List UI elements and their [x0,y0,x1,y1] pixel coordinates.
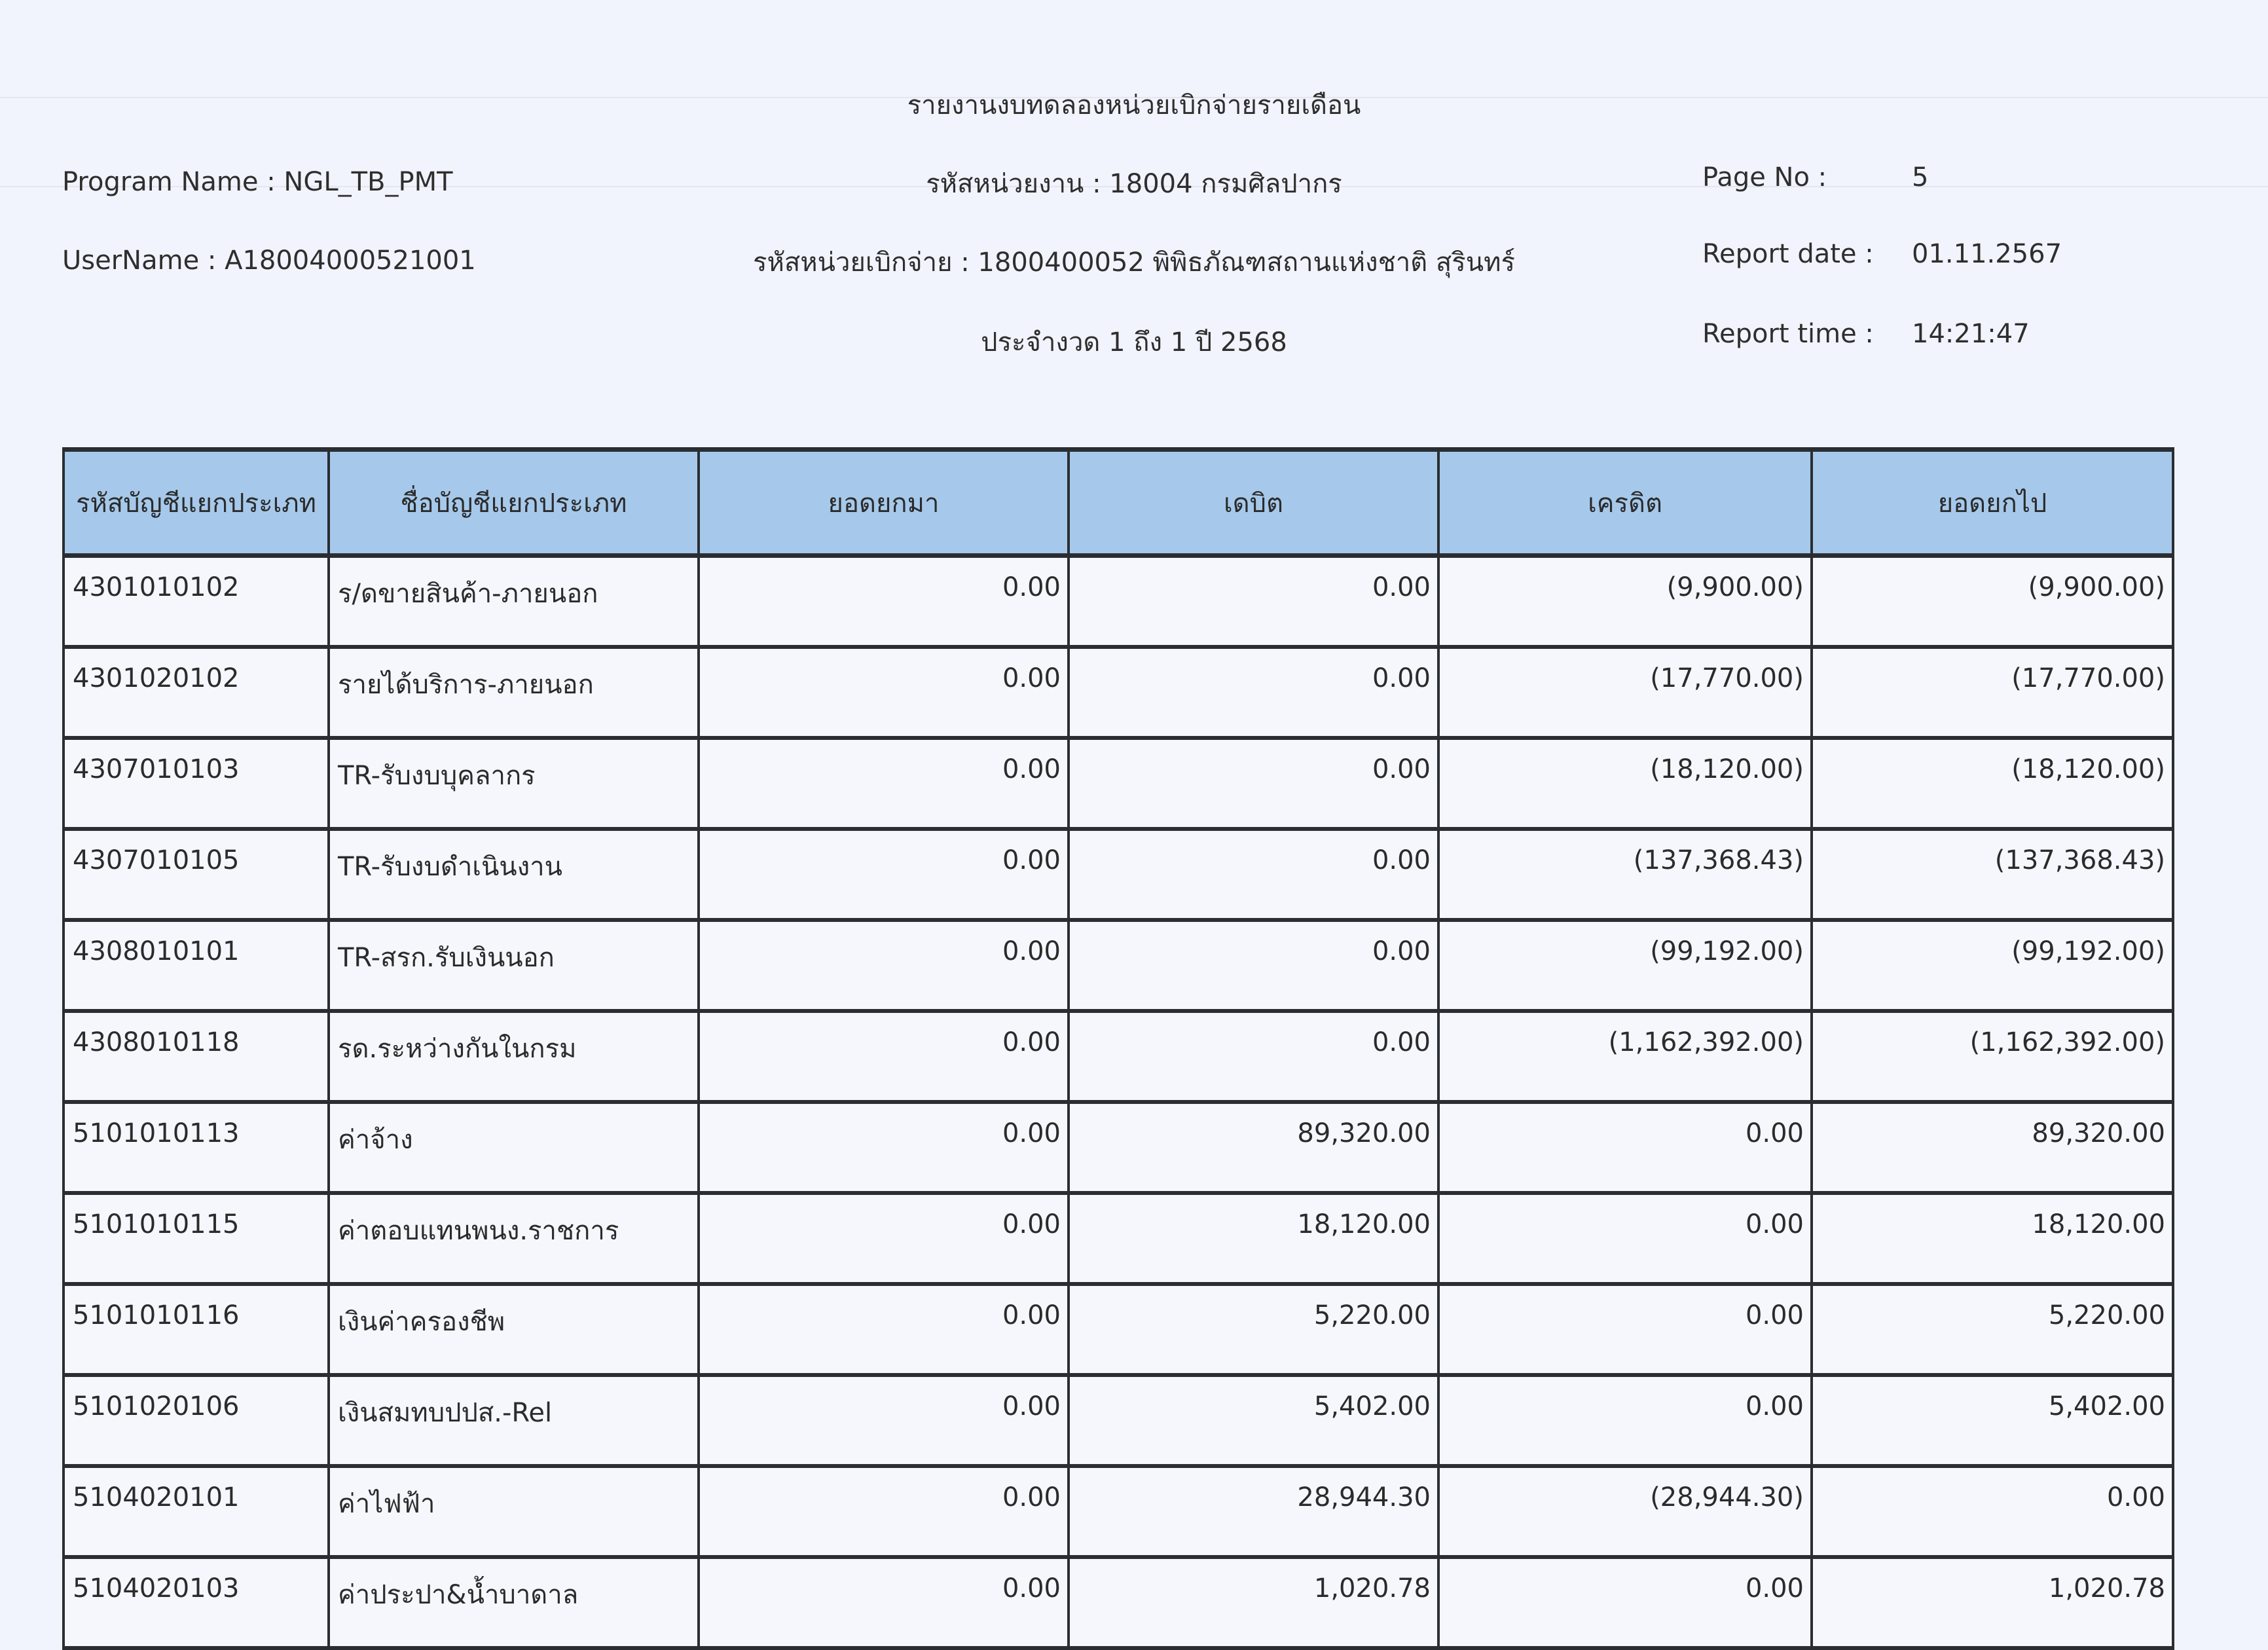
credit-cell: (17,770.00) [1438,647,1812,738]
account-name-cell: เงินค่าครองชีพ [329,1284,699,1375]
credit-cell: 0.00 [1438,1284,1812,1375]
opening-balance-cell: 0.00 [699,1193,1069,1284]
closing-balance-cell: (18,120.00) [1812,738,2173,829]
opening-balance-cell: 0.00 [699,1466,1069,1557]
account-name-cell: ค่าจ้าง [329,1102,699,1193]
opening-balance-cell: 0.00 [699,556,1069,648]
account-name-cell: รด.ระหว่างกันในกรม [329,1011,699,1102]
debit-cell: 0.00 [1069,556,1438,648]
closing-balance-cell: (9,900.00) [1812,556,2173,648]
opening-balance-cell: 0.00 [699,1284,1069,1375]
table-row [64,1193,2173,1284]
table-row [64,1557,2173,1648]
credit-cell: (99,192.00) [1438,920,1812,1011]
table-row [64,1284,2173,1375]
report-time-value: 14:21:47 [1912,319,2030,349]
closing-balance-cell: (1,162,392.00) [1812,1011,2173,1102]
opening-balance-cell: 0.00 [699,920,1069,1011]
account-code-cell: 4301010102 [64,556,329,648]
table-row [64,1375,2173,1466]
debit-cell: 0.00 [1069,829,1438,920]
debit-cell: 18,120.00 [1069,1193,1438,1284]
account-code-cell: 4308010101 [64,920,329,1011]
account-code-cell: 4307010105 [64,829,329,920]
closing-balance-cell: 0.00 [1812,1466,2173,1557]
account-name-cell: ค่าไฟฟ้า [329,1466,699,1557]
table-row [64,1011,2173,1102]
closing-balance-cell: 89,320.00 [1812,1102,2173,1193]
table-row [64,1102,2173,1193]
trial-balance-table [62,447,2174,1650]
user-name: UserName : A18004000521001 [62,246,476,276]
report-date-label: Report date : [1702,239,1874,269]
table-row [64,920,2173,1011]
account-name-cell: รายได้บริการ-ภายนอก [329,647,699,738]
account-code-cell: 4301020102 [64,647,329,738]
credit-cell: (137,368.43) [1438,829,1812,920]
opening-balance-cell: 0.00 [699,829,1069,920]
debit-cell: 0.00 [1069,738,1438,829]
account-code-cell: 5104020103 [64,1557,329,1648]
closing-balance-cell: (99,192.00) [1812,920,2173,1011]
page-no-label: Page No : [1702,162,1827,192]
debit-cell: 0.00 [1069,920,1438,1011]
credit-cell: (9,900.00) [1438,556,1812,648]
closing-balance-cell: 18,120.00 [1812,1193,2173,1284]
table-row [64,829,2173,920]
credit-cell: (1,162,392.00) [1438,1011,1812,1102]
credit-cell: 0.00 [1438,1557,1812,1648]
account-name-cell: ร/ดขายสินค้า-ภายนอก [329,556,699,648]
column-header-account-code: รหัสบัญชีแยกประเภท [64,450,329,556]
credit-cell: (18,120.00) [1438,738,1812,829]
report-time-label: Report time : [1702,319,1874,349]
column-header-account-name: ชื่อบัญชีแยกประเภท [329,450,699,556]
column-header-credit: เครดิต [1438,450,1812,556]
account-name-cell: ค่าประปา&น้ำบาดาล [329,1557,699,1648]
credit-cell: 0.00 [1438,1375,1812,1466]
account-code-cell: 4307010103 [64,738,329,829]
account-code-cell: 5101020106 [64,1375,329,1466]
closing-balance-cell: 5,402.00 [1812,1375,2173,1466]
opening-balance-cell: 0.00 [699,647,1069,738]
account-name-cell: TR-สรก.รับเงินนอก [329,920,699,1011]
closing-balance-cell: 1,020.78 [1812,1557,2173,1648]
table-row [64,556,2173,648]
program-name: Program Name : NGL_TB_PMT [62,167,453,197]
account-name-cell: TR-รับงบดำเนินงาน [329,829,699,920]
account-name-cell: TR-รับงบบุคลากร [329,738,699,829]
debit-cell: 5,220.00 [1069,1284,1438,1375]
table-row [64,738,2173,829]
debit-cell: 1,020.78 [1069,1557,1438,1648]
report-date-value: 01.11.2567 [1912,239,2062,269]
debit-cell: 0.00 [1069,647,1438,738]
closing-balance-cell: 5,220.00 [1812,1284,2173,1375]
debit-cell: 5,402.00 [1069,1375,1438,1466]
debit-cell: 89,320.00 [1069,1102,1438,1193]
opening-balance-cell: 0.00 [699,738,1069,829]
opening-balance-cell: 0.00 [699,1375,1069,1466]
debit-cell: 0.00 [1069,1011,1438,1102]
table-row [64,1466,2173,1557]
column-header-opening-balance: ยอดยกมา [699,450,1069,556]
disbursement-unit-line: รหัสหน่วยเบิกจ่าย : 1800400052 พิพิธภัณฑสถานแห่งชาติ สุรินทร์ [753,248,1515,278]
table-row [64,647,2173,738]
credit-cell: 0.00 [1438,1193,1812,1284]
column-header-debit: เดบิต [1069,450,1438,556]
account-code-cell: 5101010115 [64,1193,329,1284]
debit-cell: 28,944.30 [1069,1466,1438,1557]
agency-line: รหัสหน่วยงาน : 18004 กรมศิลปากร [926,169,1342,199]
account-name-cell: ค่าตอบแทนพนง.ราชการ [329,1193,699,1284]
opening-balance-cell: 0.00 [699,1011,1069,1102]
opening-balance-cell: 0.00 [699,1557,1069,1648]
report-title: รายงานงบทดลองหน่วยเบิกจ่ายรายเดือน [907,90,1361,120]
closing-balance-cell: (137,368.43) [1812,829,2173,920]
account-code-cell: 5101010116 [64,1284,329,1375]
account-code-cell: 5104020101 [64,1466,329,1557]
closing-balance-cell: (17,770.00) [1812,647,2173,738]
account-code-cell: 4308010118 [64,1011,329,1102]
opening-balance-cell: 0.00 [699,1102,1069,1193]
column-header-closing-balance: ยอดยกไป [1812,450,2173,556]
table-header-row [64,450,2173,556]
credit-cell: 0.00 [1438,1102,1812,1193]
account-code-cell: 5101010113 [64,1102,329,1193]
period-line: ประจำงวด 1 ถึง 1 ปี 2568 [981,327,1287,358]
page-no-value: 5 [1912,162,1929,192]
account-name-cell: เงินสมทบปปส.-Rel [329,1375,699,1466]
credit-cell: (28,944.30) [1438,1466,1812,1557]
